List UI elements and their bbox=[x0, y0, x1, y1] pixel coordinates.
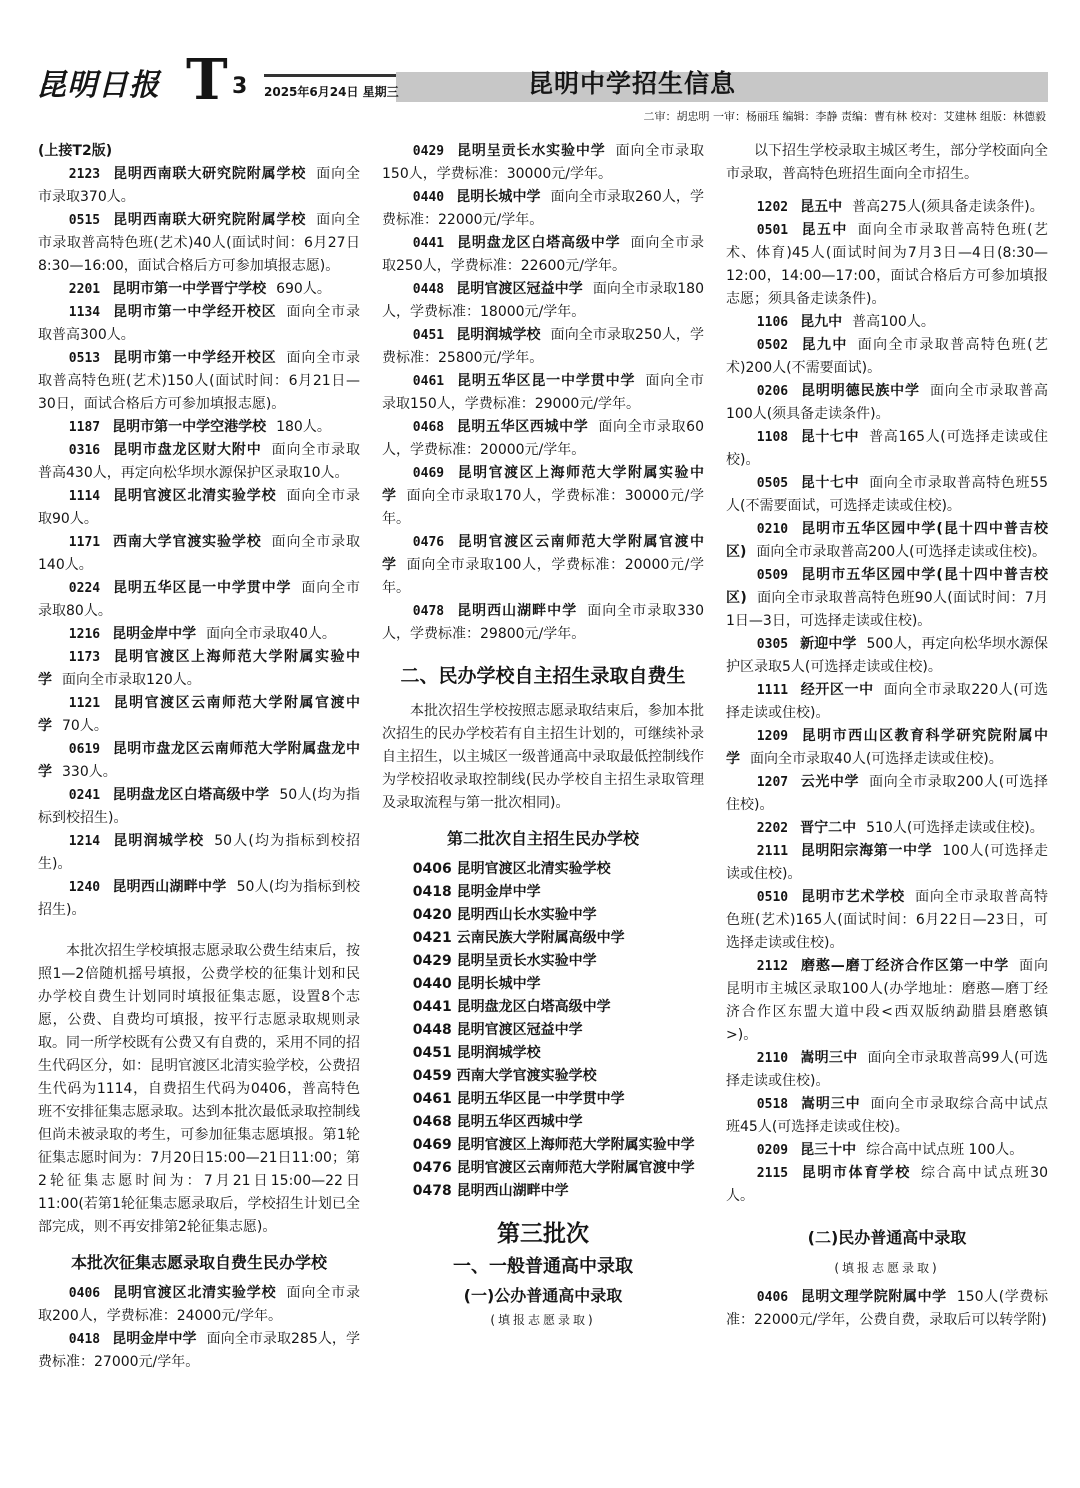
school-name: 昆明市西山区教育科学研究院附属中学 bbox=[726, 728, 1048, 767]
school-entry bbox=[726, 219, 1048, 311]
column-1 bbox=[38, 140, 360, 1374]
school-name: 昆明市体育学校 bbox=[800, 1165, 911, 1181]
admission-code: 0440 bbox=[412, 190, 445, 205]
school-entry bbox=[726, 196, 1048, 219]
admission-detail: 面向全市录取120人。 bbox=[62, 672, 201, 688]
school-entry bbox=[726, 564, 1048, 633]
school-entry bbox=[382, 531, 704, 600]
school-name: 昆明市五华区园中学(昆十四中普吉校区) bbox=[726, 567, 1048, 606]
admission-detail: 普高275人(须具备走读条件)。 bbox=[852, 199, 1044, 215]
school-name: 昆明官渡区北清实验学校 bbox=[112, 1285, 277, 1301]
admission-detail: 面向全市录取普高430人，再定向松华坝水源保护区录取10人。 bbox=[38, 442, 361, 481]
admission-code: 0241 bbox=[68, 788, 101, 803]
admission-detail: 面向全市录取250人，学费标准：25800元/学年。 bbox=[382, 327, 704, 366]
school-name: 昆十七中 bbox=[800, 475, 860, 491]
school-entry bbox=[726, 1139, 1048, 1162]
admission-detail: 690人。 bbox=[276, 281, 331, 297]
list-item: 0468 昆明五华区西城中学 bbox=[412, 1114, 583, 1130]
list-item: 0451 昆明润城学校 bbox=[412, 1045, 541, 1061]
school-name: 昆九中 bbox=[800, 314, 843, 330]
batch-heading: 第三批次 bbox=[497, 1221, 589, 1247]
admission-detail: 面向全市录取普高特色班(艺术、体育)45人(面试时间为7月3日—4日(8:30—12:00，14:00—17:00，面试合格后方可参加填报志愿；须具备走读条件)。 bbox=[726, 222, 1048, 307]
school-entry bbox=[726, 771, 1048, 817]
list-item: 0461 昆明五华区昆一中学贯中学 bbox=[412, 1091, 625, 1107]
batch-subheading-2: (一)公办普通高中录取 bbox=[463, 1286, 623, 1305]
admission-code: 1209 bbox=[756, 729, 789, 744]
admission-detail: 面向全市录取普高特色班(艺术)40人(面试时间：6月27日8:30—16:00，面试合格后方可参加填报志愿)。 bbox=[38, 212, 361, 274]
school-name: 西南大学官渡实验学校 bbox=[112, 534, 262, 550]
school-entry bbox=[726, 840, 1048, 886]
admission-detail: 面向全市录取140人。 bbox=[38, 534, 361, 573]
admission-detail: 面向全市录取40人(可选择走读或住校)。 bbox=[750, 751, 1003, 767]
school-name: 昆明官渡区上海师范大学附属实验中学 bbox=[38, 649, 360, 688]
school-name: 昆明市盘龙区财大附中 bbox=[112, 442, 262, 458]
school-entry bbox=[726, 518, 1048, 564]
school-entry bbox=[382, 140, 704, 186]
admission-detail: 面向全市录取150人，学费标准：29000元/学年。 bbox=[382, 373, 705, 412]
admission-code: 1173 bbox=[68, 650, 101, 665]
school-entry bbox=[382, 278, 704, 324]
list-item: 0440 昆明长城中学 bbox=[412, 976, 541, 992]
admission-code: 0305 bbox=[756, 637, 789, 652]
school-name: 磨憨—磨丁经济合作区第一中学 bbox=[800, 958, 1010, 974]
school-entries bbox=[382, 140, 704, 646]
school-entry bbox=[726, 633, 1048, 679]
school-name: 嵩明三中 bbox=[800, 1050, 858, 1066]
list-item: 0459 西南大学官渡实验学校 bbox=[412, 1068, 597, 1084]
intro-paragraph: 以下招生学校录取主城区考生，部分学校面向全市录取，普高特色班招生面向全市招生。 bbox=[726, 143, 1048, 182]
school-entry bbox=[38, 301, 360, 347]
school-entry bbox=[38, 646, 360, 692]
school-entry bbox=[382, 232, 704, 278]
admission-code: 0619 bbox=[68, 742, 101, 757]
admission-detail: 面向昆明市主城区录取100人(办学地址：磨憨—磨丁经济合作区东盟大道中段<西双版纳勐腊县磨憨镇>)。 bbox=[726, 958, 1049, 1043]
batch-subheading: 一、一般普通高中录取 bbox=[453, 1256, 633, 1277]
admission-code: 0468 bbox=[412, 420, 445, 435]
school-name: 昆九中 bbox=[800, 337, 848, 353]
admission-code: 0406 bbox=[756, 1290, 789, 1305]
list-item: 0418 昆明金岸中学 bbox=[412, 884, 541, 900]
list-item: 0420 昆明西山长水实验中学 bbox=[412, 907, 597, 923]
continued-note: (上接T2版) bbox=[38, 143, 113, 159]
admission-detail: 面向全市录取普高特色班(艺术)200人(不需要面试)。 bbox=[726, 337, 1048, 376]
admission-code: 1114 bbox=[68, 489, 101, 504]
school-name: 昆明文理学院附属中学 bbox=[800, 1289, 947, 1305]
school-name: 嵩明三中 bbox=[800, 1096, 861, 1112]
school-name: 昆明市艺术学校 bbox=[800, 889, 906, 905]
admission-code: 1111 bbox=[756, 683, 789, 698]
admission-code: 1121 bbox=[68, 696, 101, 711]
admission-detail: 150人(学费标准：22000元/学年，公费自费，录取后可以转学附) bbox=[726, 1289, 1048, 1328]
editorial-credits: 二审：胡忠明 一审：杨丽珏 编辑：李静 责编：曹有林 校对：艾建林 组版：林德毅 bbox=[643, 110, 1046, 123]
school-name: 昆明市第一中学空港学校 bbox=[112, 419, 267, 435]
admission-code: 1214 bbox=[68, 834, 101, 849]
admission-code: 1207 bbox=[756, 775, 789, 790]
school-entry bbox=[38, 439, 360, 485]
school-name: 昆明润城学校 bbox=[456, 327, 541, 343]
school-entry bbox=[38, 163, 360, 209]
school-name: 昆明明德民族中学 bbox=[800, 383, 920, 399]
school-name: 昆明市第一中学经开校区 bbox=[112, 304, 277, 320]
school-entry bbox=[726, 725, 1048, 771]
admission-detail: 普高100人。 bbox=[852, 314, 935, 330]
school-entry bbox=[38, 416, 360, 439]
admission-detail: 面向全市录取180人，学费标准：18000元/学年。 bbox=[382, 281, 704, 320]
school-entry bbox=[38, 692, 360, 738]
school-name: 昆明官渡区冠益中学 bbox=[456, 281, 583, 297]
admission-code: 0501 bbox=[756, 223, 789, 238]
school-entry bbox=[726, 426, 1048, 472]
school-name: 昆明西山湖畔中学 bbox=[456, 603, 578, 619]
admission-code: 0206 bbox=[756, 384, 789, 399]
admission-code: 1134 bbox=[68, 305, 101, 320]
admission-detail: 180人。 bbox=[276, 419, 331, 435]
school-name: 昆五中 bbox=[800, 222, 848, 238]
school-name: 昆明五华区昆一中学贯中学 bbox=[456, 373, 636, 389]
admission-detail: 50人(均为指标到校招生)。 bbox=[38, 787, 361, 826]
school-entry bbox=[382, 324, 704, 370]
school-entry bbox=[38, 347, 360, 416]
school-name: 昆明长城中学 bbox=[456, 189, 541, 205]
admission-code: 2110 bbox=[756, 1051, 789, 1066]
school-name: 昆五中 bbox=[800, 199, 843, 215]
admission-code: 2111 bbox=[756, 844, 789, 859]
admission-code: 2201 bbox=[68, 282, 101, 297]
admission-code: 0513 bbox=[68, 351, 101, 366]
school-entry bbox=[726, 472, 1048, 518]
admission-code: 0418 bbox=[68, 1332, 101, 1347]
admission-detail: 普高165人(可选择走读或住校)。 bbox=[726, 429, 1049, 468]
school-entry bbox=[726, 817, 1048, 840]
admission-code: 0461 bbox=[412, 374, 445, 389]
admission-code: 0209 bbox=[756, 1143, 789, 1158]
admission-code: 0509 bbox=[756, 568, 789, 583]
admission-detail: 面向全市录取370人。 bbox=[38, 166, 361, 205]
admission-detail: 面向全市录取200人(可选择住校)。 bbox=[726, 774, 1049, 813]
school-entries bbox=[726, 1286, 1048, 1332]
admission-code: 2112 bbox=[756, 959, 789, 974]
school-name: 昆明金岸中学 bbox=[112, 1331, 197, 1347]
admission-detail: 面向全市录取220人(可选择走读或住校)。 bbox=[726, 682, 1048, 721]
school-entry bbox=[38, 278, 360, 301]
masthead bbox=[36, 47, 1048, 113]
body-paragraph: 本批次招生学校填报志愿录取公费生结束后，按照1—2倍随机摇号填报，公费学校的征集计划和民办学校自费生计划同时填报征集志愿，设置8个志愿，公费、自费均可填报，按平行志愿录取规则录取。同一所学校既有公费又有自费的，采用不同的招生代码区分，如：昆明官渡区北清实验学校，公费招生代码为1114，自费招生代码为0406，普高特色班不安排征集志愿录取。达到本批次最低录取控制线但尚未被录取的考生，可参加征集志愿填报。第1轮征集志愿时间为：7月20日15:00—21日11:00；第2轮征集志愿时间为：7月21日15:00—22日11:00(若第1轮征集志愿录取后，学校招生计划已全部完成，则不再安排第2轮征集志愿)。 bbox=[38, 943, 360, 1235]
school-entry bbox=[726, 380, 1048, 426]
school-name: 云光中学 bbox=[800, 774, 860, 790]
school-entry bbox=[38, 485, 360, 531]
page-section-letter: T bbox=[186, 47, 228, 113]
admission-code: 0515 bbox=[68, 213, 101, 228]
school-name: 昆明五华区西城中学 bbox=[456, 419, 589, 435]
school-name: 昆明官渡区云南师范大学附属官渡中学 bbox=[38, 695, 360, 734]
list-item: 0406 昆明官渡区北清实验学校 bbox=[412, 861, 611, 877]
section-heading: 二、民办学校自主招生录取自费生 bbox=[400, 665, 686, 687]
admission-detail: 面向全市录取普高特色班(艺术)165人(面试时间：6月22日—23日，可选择走读或住校)。 bbox=[726, 889, 1049, 951]
school-name: 晋宁二中 bbox=[800, 820, 857, 836]
admission-code: 0505 bbox=[756, 476, 789, 491]
page-number: 3 bbox=[232, 74, 248, 99]
admission-code: 0478 bbox=[412, 604, 445, 619]
admission-detail: 50人(均为指标到校招生)。 bbox=[38, 833, 361, 872]
admission-code: 1108 bbox=[756, 430, 789, 445]
school-name: 昆明阳宗海第一中学 bbox=[800, 843, 933, 859]
school-name: 昆三十中 bbox=[800, 1142, 857, 1158]
admission-detail: 面向全市录取普高99人(可选择走读或住校)。 bbox=[726, 1050, 1048, 1089]
school-entry bbox=[38, 1328, 360, 1374]
admission-code: 0210 bbox=[756, 522, 789, 537]
admission-code: 1171 bbox=[68, 535, 101, 550]
admission-code: 1240 bbox=[68, 880, 101, 895]
subheading: (二)民办普通高中录取 bbox=[807, 1228, 967, 1247]
school-entry bbox=[726, 886, 1048, 955]
admission-detail: 面向全市录取普高特色班(艺术)150人(面试时间：6月21日—30日，面试合格后方可参加填报志愿)。 bbox=[38, 350, 361, 412]
school-entry bbox=[38, 738, 360, 784]
school-entry bbox=[726, 1047, 1048, 1093]
school-name: 昆十七中 bbox=[800, 429, 860, 445]
admission-code: 1216 bbox=[68, 627, 101, 642]
admission-detail: 面向全市录取200人，学费标准：24000元/学年。 bbox=[38, 1285, 361, 1324]
list-item: 0476 昆明官渡区云南师范大学附属官渡中学 bbox=[412, 1160, 695, 1176]
admission-code: 0451 bbox=[412, 328, 445, 343]
school-entry bbox=[382, 600, 704, 646]
school-entry bbox=[726, 311, 1048, 334]
school-entry bbox=[726, 1162, 1048, 1208]
admission-detail: 面向全市录取285人，学费标准：27000元/学年。 bbox=[38, 1331, 360, 1370]
school-entries bbox=[38, 1282, 360, 1374]
school-entries bbox=[726, 196, 1048, 1208]
body-paragraph: 本批次招生学校按照志愿录取结束后，参加本批次招生的民办学校若有自主招生计划的，可继续补录自主招生，以主城区一级普通高中录取最低控制线作为学校招收录取控制线(民办学校自主招生录取管理及录取流程与第一批次相同)。 bbox=[382, 703, 704, 811]
school-name: 昆明官渡区上海师范大学附属实验中学 bbox=[382, 465, 704, 504]
school-entries bbox=[38, 163, 360, 922]
school-entry bbox=[382, 186, 704, 232]
list-item: 0429 昆明呈贡长水实验中学 bbox=[412, 953, 597, 969]
admission-detail: 100人(可选择走读或住校)。 bbox=[726, 843, 1049, 882]
batch-note: (填报志愿录取) bbox=[490, 1313, 596, 1327]
school-name: 昆明五华区昆一中学贯中学 bbox=[112, 580, 292, 596]
admission-code: 0429 bbox=[412, 144, 445, 159]
school-entry bbox=[726, 955, 1048, 1047]
admission-detail: 面向全市录取普高特色班90人(面试时间：7月1日—3日，可选择走读或住校)。 bbox=[726, 590, 1049, 629]
school-name: 昆明市第一中学经开校区 bbox=[112, 350, 277, 366]
admission-detail: 70人。 bbox=[62, 718, 108, 734]
admission-code: 0316 bbox=[68, 443, 101, 458]
school-name: 昆明润城学校 bbox=[112, 833, 205, 849]
school-entry bbox=[382, 416, 704, 462]
column-2 bbox=[382, 140, 704, 1338]
subheading: 第二批次自主招生民办学校 bbox=[446, 829, 639, 848]
admission-detail: 面向全市录取330人，学费标准：29800元/学年。 bbox=[382, 603, 704, 642]
list-item: 0478 昆明西山湖畔中学 bbox=[412, 1183, 569, 1199]
admission-code: 0441 bbox=[412, 236, 445, 251]
school-entry bbox=[38, 876, 360, 922]
list-item: 0469 昆明官渡区上海师范大学附属实验中学 bbox=[412, 1137, 695, 1153]
school-entry bbox=[726, 334, 1048, 380]
school-entry bbox=[382, 462, 704, 531]
admission-detail: 510人(可选择走读或住校)。 bbox=[866, 820, 1044, 836]
admission-detail: 面向全市录取普高300人。 bbox=[38, 304, 361, 343]
school-name: 昆明呈贡长水实验中学 bbox=[456, 143, 606, 159]
school-name: 昆明西南联大研究院附属学校 bbox=[112, 166, 307, 182]
school-entry bbox=[38, 784, 360, 830]
column-3 bbox=[726, 140, 1048, 1332]
admission-detail: 500人，再定向松华坝水源保护区录取5人(可选择走读或住校)。 bbox=[726, 636, 1049, 675]
list-item: 0421 云南民族大学附属高级中学 bbox=[412, 930, 625, 946]
admission-detail: 综合高中试点班30人。 bbox=[726, 1165, 1048, 1204]
admission-code: 2123 bbox=[68, 167, 101, 182]
admission-detail: 面向全市录取250人，学费标准：22600元/学年。 bbox=[382, 235, 705, 274]
school-entry bbox=[726, 679, 1048, 725]
admission-detail: 330人。 bbox=[62, 764, 117, 780]
admission-code: 0518 bbox=[756, 1097, 789, 1112]
school-name: 昆明盘龙区白塔高级中学 bbox=[456, 235, 621, 251]
school-name: 昆明官渡区北清实验学校 bbox=[112, 488, 277, 504]
school-entry bbox=[38, 531, 360, 577]
admission-detail: 50人(均为指标到校招生)。 bbox=[38, 879, 361, 918]
admission-code: 0224 bbox=[68, 581, 101, 596]
school-entry bbox=[382, 370, 704, 416]
subheading: 本批次征集志愿录取自费生民办学校 bbox=[70, 1253, 327, 1272]
admission-detail: 面向全市录取40人。 bbox=[206, 626, 336, 642]
school-entry bbox=[38, 577, 360, 623]
admission-detail: 面向全市录取100人，学费标准：20000元/学年。 bbox=[382, 557, 704, 596]
school-name: 昆明西南联大研究院附属学校 bbox=[112, 212, 307, 228]
school-name: 昆明官渡区云南师范大学附属官渡中学 bbox=[382, 534, 704, 573]
admission-detail: 综合高中试点班 100人。 bbox=[866, 1142, 1024, 1158]
admission-code: 2115 bbox=[756, 1166, 789, 1181]
admission-detail: 面向全市录取260人，学费标准：22000元/学年。 bbox=[382, 189, 704, 228]
school-name: 昆明金岸中学 bbox=[112, 626, 197, 642]
admission-code: 0406 bbox=[68, 1286, 101, 1301]
school-name: 昆明盘龙区白塔高级中学 bbox=[112, 787, 270, 803]
school-name: 昆明西山湖畔中学 bbox=[112, 879, 227, 895]
school-name: 昆明市五华区园中学(昆十四中普吉校区) bbox=[726, 521, 1048, 560]
admission-code: 2202 bbox=[756, 821, 789, 836]
school-entry bbox=[38, 623, 360, 646]
admission-code: 0510 bbox=[756, 890, 789, 905]
admission-code: 1187 bbox=[68, 420, 101, 435]
school-entry bbox=[38, 1282, 360, 1328]
admission-detail: 面向全市录取综合高中试点班45人(可选择走读或住校)。 bbox=[726, 1096, 1049, 1135]
admission-code: 0469 bbox=[412, 466, 445, 481]
page-title: 昆明中学招生信息 bbox=[528, 69, 737, 98]
school-name: 经开区一中 bbox=[800, 682, 874, 698]
newspaper-logo: 昆明日报 bbox=[36, 68, 160, 103]
school-name: 昆明市盘龙区云南师范大学附属盘龙中学 bbox=[38, 741, 360, 780]
admission-detail: 面向全市录取普高特色班55人(不需要面试，可选择走读或住校)。 bbox=[726, 475, 1048, 514]
admission-code: 0476 bbox=[412, 535, 445, 550]
admission-code: 1106 bbox=[756, 315, 789, 330]
issue-date: 2025年6月24日 星期三 bbox=[264, 85, 399, 99]
school-entry bbox=[726, 1286, 1048, 1332]
admission-detail: 面向全市录取170人，学费标准：30000元/学年。 bbox=[382, 488, 704, 527]
admission-detail: 面向全市录取150人，学费标准：30000元/学年。 bbox=[382, 143, 705, 182]
admission-detail: 面向全市录取普高100人(须具备走读条件)。 bbox=[726, 383, 1049, 422]
school-name: 昆明市第一中学晋宁学校 bbox=[112, 281, 267, 297]
admission-detail: 面向全市录取普高200人(可选择走读或住校)。 bbox=[756, 544, 1047, 560]
admission-detail: 面向全市录取60人，学费标准：20000元/学年。 bbox=[382, 419, 704, 458]
school-name: 新迎中学 bbox=[800, 636, 857, 652]
admission-detail: 面向全市录取90人。 bbox=[38, 488, 361, 527]
school-entry bbox=[38, 209, 360, 278]
school-entry bbox=[38, 830, 360, 876]
admission-code: 1202 bbox=[756, 200, 789, 215]
subheading-note: (填报志愿录取) bbox=[834, 1261, 940, 1275]
admission-code: 0448 bbox=[412, 282, 445, 297]
school-entry bbox=[726, 1093, 1048, 1139]
admission-detail: 面向全市录取80人。 bbox=[38, 580, 361, 619]
school-list bbox=[382, 858, 704, 1203]
list-item: 0448 昆明官渡区冠益中学 bbox=[412, 1022, 583, 1038]
admission-code: 0502 bbox=[756, 338, 789, 353]
list-item: 0441 昆明盘龙区白塔高级中学 bbox=[412, 999, 611, 1015]
